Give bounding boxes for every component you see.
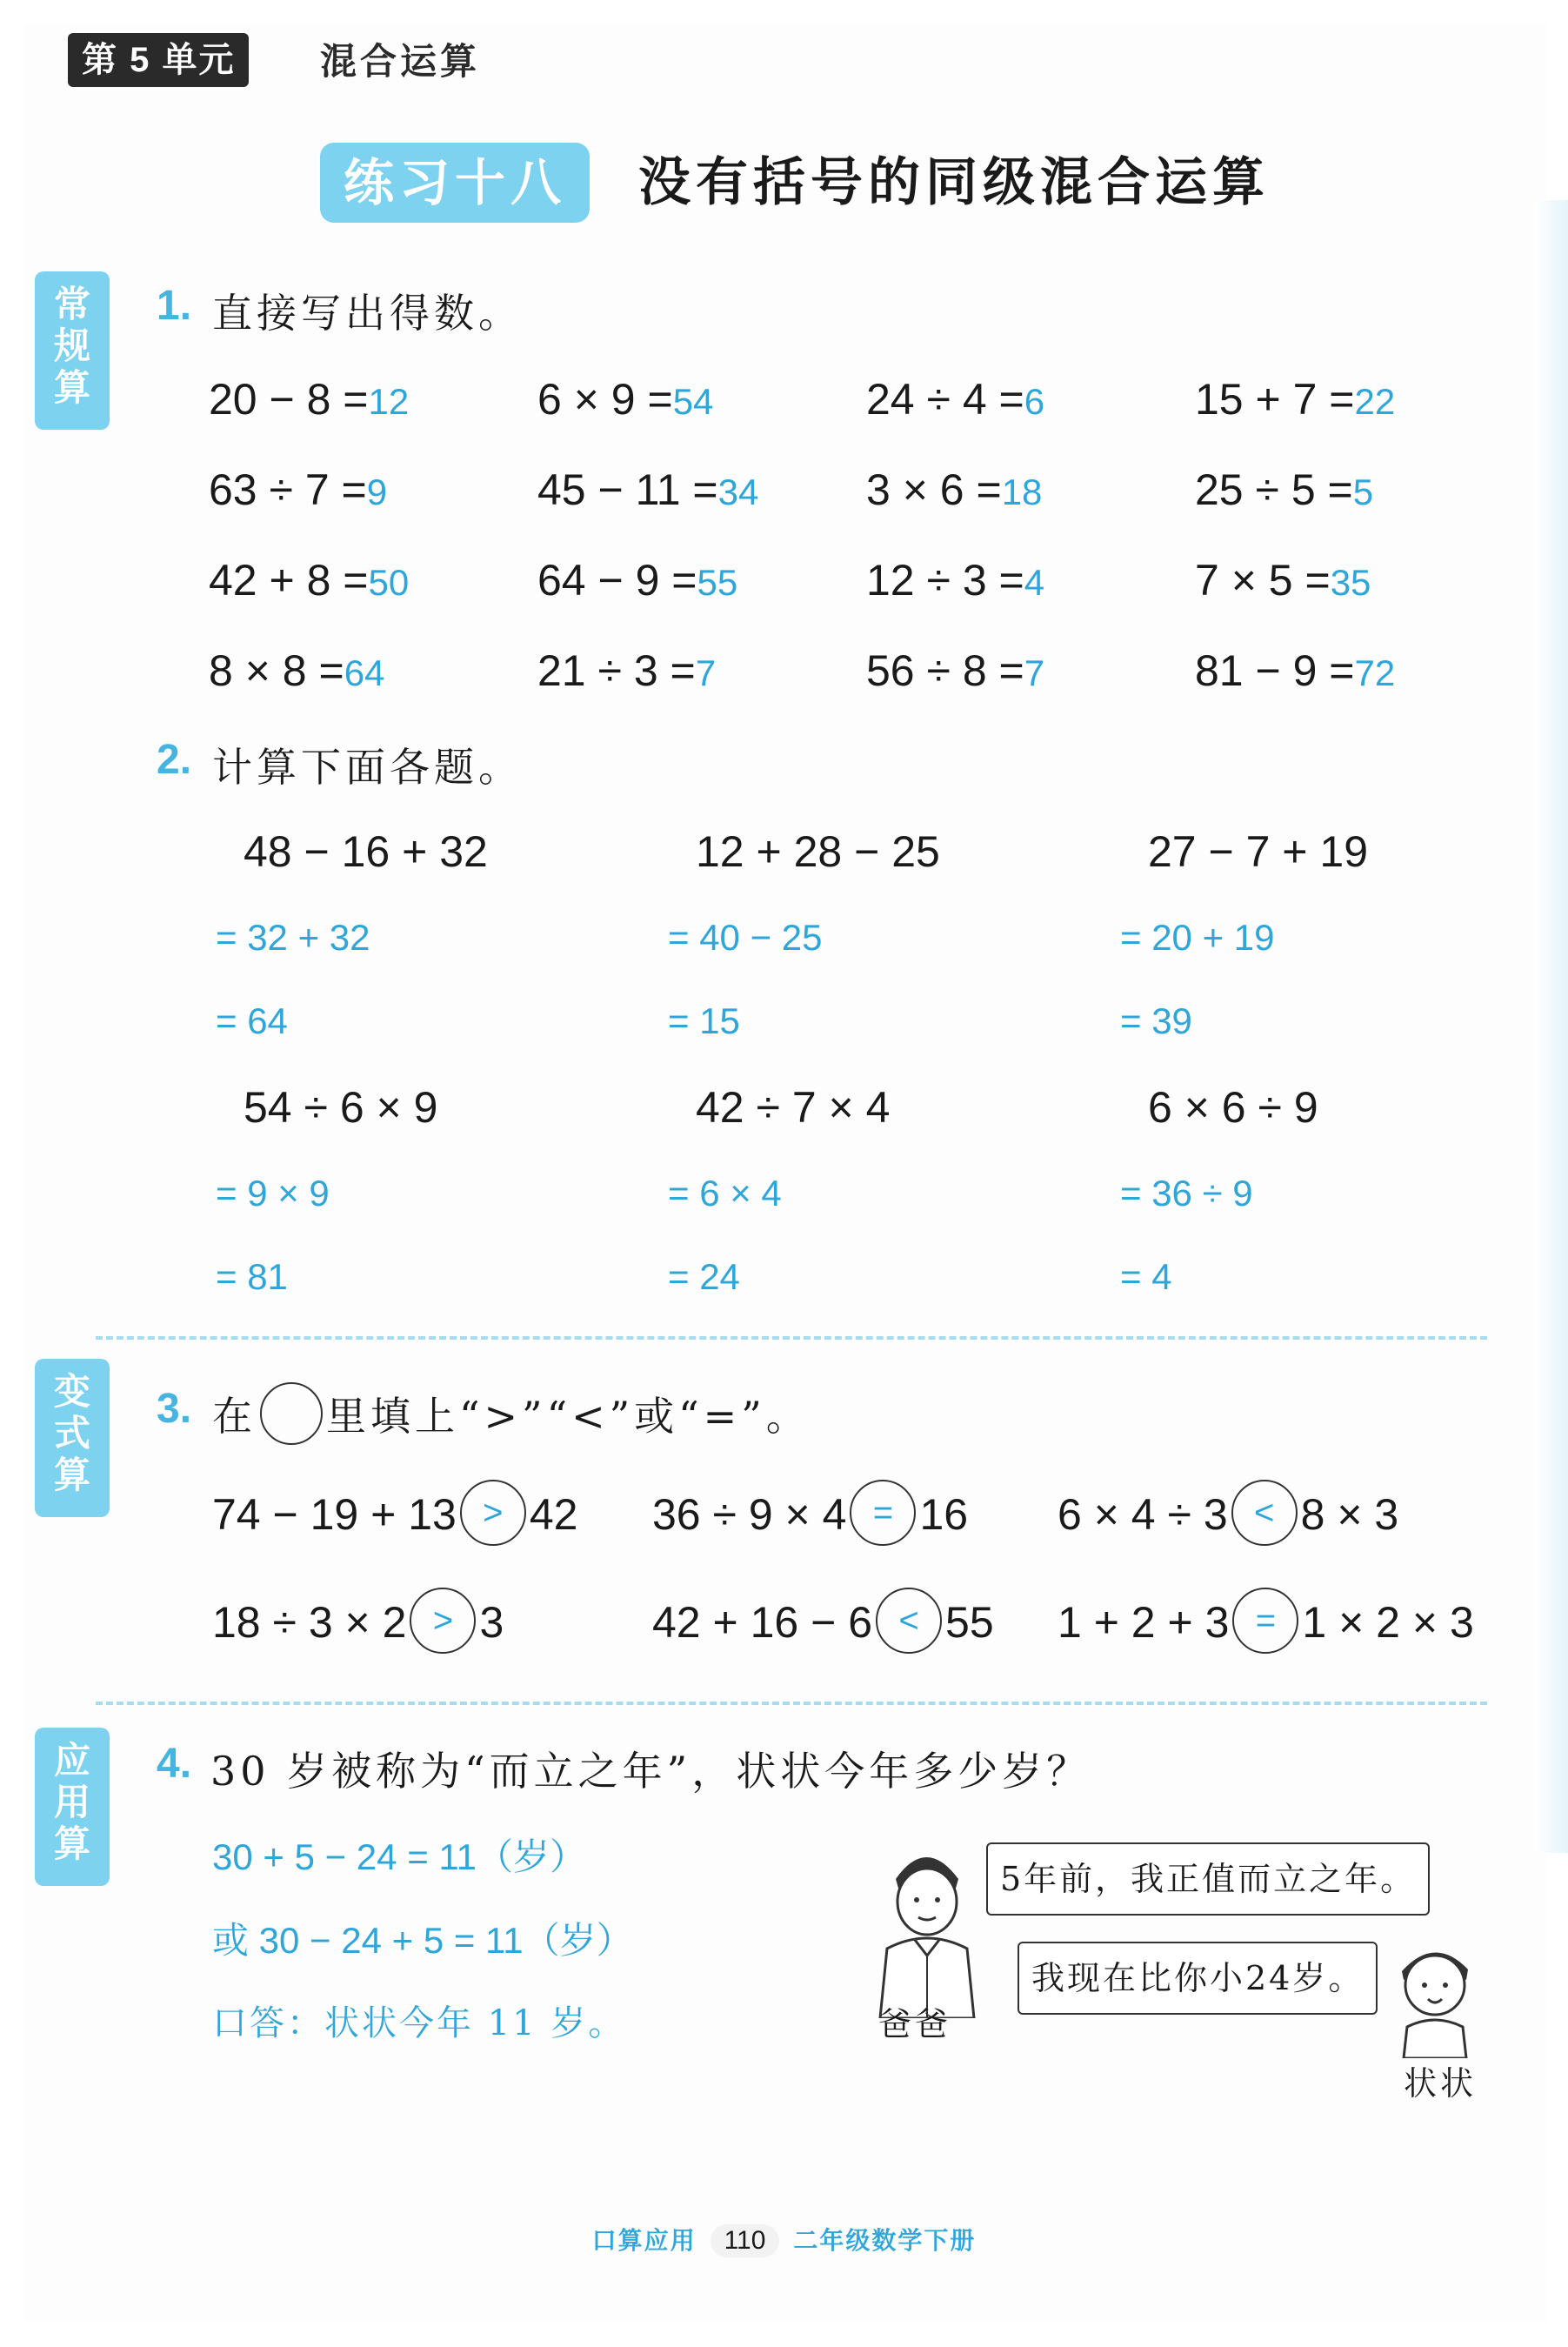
- dad-speech-bubble: 5年前，我正值而立之年。: [986, 1842, 1430, 1916]
- comparison-item: [212, 1597, 504, 1654]
- answer: 7: [695, 652, 717, 693]
- side-tag-char: 算: [53, 366, 90, 409]
- answer-line: 30 + 5 − 24 = 11（岁）: [212, 1836, 586, 1877]
- answer: 5: [1352, 471, 1374, 512]
- answer: 72: [1354, 652, 1396, 693]
- answer: 54: [672, 381, 714, 422]
- left-expression: 6 × 4 ÷ 3: [1058, 1490, 1228, 1539]
- answer: 50: [368, 562, 410, 603]
- dad-label: 爸爸: [878, 2005, 952, 2043]
- solution-step: = 36 ÷ 9: [1120, 1173, 1253, 1214]
- mental-math-item: [209, 645, 384, 696]
- answer-line: 或 30 − 24 + 5 = 11（岁）: [212, 1920, 633, 1961]
- comparison-circle[interactable]: <: [876, 1588, 942, 1654]
- side-tag-variant: [35, 1359, 110, 1517]
- solution-step: = 6 × 4: [668, 1173, 782, 1214]
- expression: 6 × 9 =: [537, 375, 673, 424]
- kid-speech-bubble: 我现在比你小24岁。: [1018, 1942, 1378, 2015]
- problem-expression: 48 − 16 + 32: [244, 827, 488, 876]
- solution-step: = 20 + 19: [1120, 917, 1275, 958]
- solution-step: = 64: [216, 1000, 288, 1041]
- page-number: 110: [711, 2224, 780, 2257]
- expression: 63 ÷ 7 =: [209, 465, 367, 514]
- prompt-text: 里填上“>”“<”或“=”。: [326, 1393, 811, 1440]
- question-number: 1.: [157, 283, 192, 329]
- mental-math-item: [537, 465, 758, 515]
- comparison-item: [1058, 1597, 1474, 1654]
- side-tag-char: 式: [53, 1412, 90, 1454]
- mental-math-item: [1195, 645, 1395, 696]
- expression: 42 + 8 =: [209, 556, 369, 605]
- right-expression: 16: [919, 1490, 969, 1539]
- right-expression: 55: [945, 1598, 994, 1647]
- expression: 81 − 9 =: [1195, 646, 1355, 695]
- side-tag-char: 变: [53, 1370, 90, 1413]
- comparison-item: [212, 1489, 577, 1546]
- problem-expression: 6 × 6 ÷ 9: [1148, 1083, 1318, 1132]
- mental-math-item: [537, 645, 716, 696]
- dashed-divider: [96, 1336, 1487, 1340]
- solution-step: = 24: [668, 1256, 740, 1297]
- solution-step: = 15: [668, 1000, 740, 1041]
- expression: 12 ÷ 3 =: [866, 556, 1024, 605]
- mental-math-item: [209, 374, 409, 425]
- expression: 21 ÷ 3 =: [537, 646, 696, 695]
- answer: 12: [368, 381, 410, 422]
- left-expression: 36 ÷ 9 × 4: [652, 1490, 847, 1539]
- question-number: 4.: [157, 1741, 192, 1787]
- side-tag-regular: [35, 271, 110, 430]
- page-footer: [0, 2222, 1568, 2257]
- expression: 15 + 7 =: [1195, 375, 1355, 424]
- solution-step: = 81: [216, 1256, 288, 1297]
- problem-expression: 12 + 28 − 25: [696, 827, 940, 876]
- side-tag-char: 规: [53, 324, 90, 367]
- question-prompt: 30 岁被称为“而立之年”，状状今年多少岁？: [210, 1748, 1091, 1795]
- solution-step: = 39: [1120, 1000, 1192, 1041]
- answer: 18: [1001, 471, 1043, 512]
- question-prompt: 计算下面各题。: [212, 744, 523, 791]
- unit-badge: 第 5 单元: [68, 33, 249, 87]
- mental-math-item: [537, 555, 737, 605]
- question-prompt: [212, 1385, 811, 1445]
- answer: 6: [1024, 381, 1045, 422]
- answer: 34: [717, 471, 759, 512]
- right-expression: 1 × 2 × 3: [1302, 1598, 1474, 1647]
- expression: 45 − 11 =: [537, 465, 718, 514]
- page-edge-strip: [1535, 200, 1568, 1853]
- expression: 3 × 6 =: [866, 465, 1002, 514]
- comparison-item: [1058, 1489, 1398, 1546]
- side-tag-applied: [35, 1728, 110, 1886]
- left-expression: 1 + 2 + 3: [1058, 1598, 1230, 1647]
- solution-step: = 40 − 25: [668, 917, 823, 958]
- left-expression: 18 ÷ 3 × 2: [212, 1598, 407, 1647]
- prompt-text: 在: [212, 1393, 257, 1440]
- solution-step: = 4: [1120, 1256, 1172, 1297]
- expression: 56 ÷ 8 =: [866, 646, 1024, 695]
- expression: 24 ÷ 4 =: [866, 375, 1024, 424]
- right-expression: 3: [479, 1598, 504, 1647]
- lesson-badge: 练习十八: [320, 143, 590, 223]
- blank-circle-icon: [260, 1382, 323, 1445]
- right-expression: 42: [529, 1490, 578, 1539]
- problem-expression: 27 − 7 + 19: [1148, 827, 1369, 876]
- footer-book-title: 口算应用: [591, 2226, 697, 2255]
- problem-expression: 54 ÷ 6 × 9: [244, 1083, 438, 1132]
- expression: 8 × 8 =: [209, 646, 344, 695]
- comparison-circle[interactable]: =: [1232, 1588, 1298, 1654]
- side-tag-char: 应: [53, 1739, 90, 1782]
- answer: 35: [1330, 562, 1371, 603]
- left-expression: 74 − 19 + 13: [212, 1490, 457, 1539]
- expression: 25 ÷ 5 =: [1195, 465, 1353, 514]
- mental-math-item: [209, 465, 387, 515]
- footer-grade: 二年级数学下册: [793, 2226, 977, 2255]
- side-tag-char: 用: [53, 1781, 90, 1823]
- left-expression: 42 + 16 − 6: [652, 1598, 873, 1647]
- mental-math-item: [866, 555, 1044, 605]
- expression: 64 − 9 =: [537, 556, 697, 605]
- unit-title: 混合运算: [320, 40, 481, 83]
- answer-line: 口答：状状今年 11 岁。: [212, 2003, 626, 2043]
- answer: 64: [344, 652, 385, 693]
- solution-step: = 9 × 9: [216, 1173, 330, 1214]
- answer: 7: [1024, 652, 1045, 693]
- side-tag-char: 常: [53, 283, 90, 325]
- problem-expression: 42 ÷ 7 × 4: [696, 1083, 891, 1132]
- mental-math-item: [1195, 465, 1373, 515]
- dad-illustration: [861, 1818, 991, 2018]
- side-tag-char: 算: [53, 1454, 90, 1496]
- kid-illustration: [1383, 1928, 1487, 2058]
- answer: 9: [366, 471, 388, 512]
- lesson-title: 没有括号的同级混合运算: [638, 152, 1270, 213]
- right-expression: 8 × 3: [1300, 1490, 1399, 1539]
- mental-math-item: [537, 374, 713, 425]
- mental-math-item: [1195, 374, 1395, 425]
- comparison-circle[interactable]: >: [460, 1480, 526, 1546]
- expression: 20 − 8 =: [209, 375, 369, 424]
- answer: 4: [1024, 562, 1045, 603]
- answer: 55: [697, 562, 738, 603]
- mental-math-item: [1195, 555, 1371, 605]
- comparison-circle[interactable]: =: [850, 1480, 916, 1546]
- mental-math-item: [866, 374, 1044, 425]
- comparison-circle[interactable]: <: [1231, 1480, 1298, 1546]
- mental-math-item: [866, 645, 1044, 696]
- mental-math-item: [866, 465, 1042, 515]
- mental-math-item: [209, 555, 409, 605]
- answer: 22: [1354, 381, 1396, 422]
- comparison-item: [652, 1489, 968, 1546]
- comparison-circle[interactable]: >: [410, 1588, 476, 1654]
- question-prompt: 直接写出得数。: [212, 290, 523, 337]
- dashed-divider: [96, 1702, 1487, 1705]
- kid-label: 状状: [1404, 2064, 1478, 2103]
- side-tag-char: 算: [53, 1822, 90, 1865]
- solution-step: = 32 + 32: [216, 917, 370, 958]
- expression: 7 × 5 =: [1195, 556, 1331, 605]
- question-number: 3.: [157, 1386, 192, 1432]
- comparison-item: [652, 1597, 994, 1654]
- question-number: 2.: [157, 737, 192, 783]
